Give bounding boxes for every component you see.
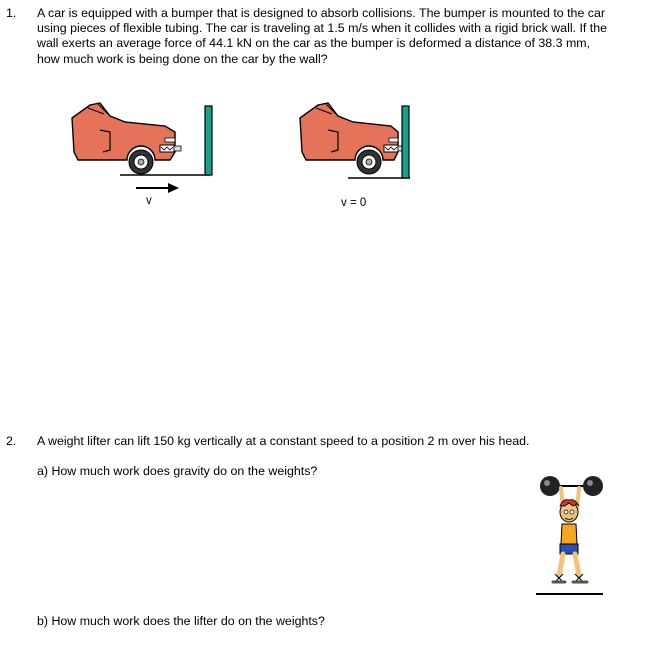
problem-2-part-b: b) How much work does the lifter do on the weights? — [37, 614, 325, 628]
car-moving — [72, 103, 181, 174]
car-stopped — [300, 103, 403, 174]
problem-2-number: 2. — [6, 434, 17, 448]
wall-left — [205, 106, 212, 175]
velocity-arrow — [135, 182, 180, 194]
barbell — [540, 476, 603, 496]
weight-lifter-figure — [533, 470, 608, 602]
car-stopped-figure — [298, 100, 418, 185]
problem-2-part-a: a) How much work does gravity do on the weights? — [37, 464, 318, 478]
problem-1-number: 1. — [6, 6, 17, 20]
wall-right — [402, 106, 409, 178]
problem-1-text: A car is equipped with a bumper that is designed to absorb collisions. The bumper is mounted to the car using pieces of flexible tubing. The car is traveling at 1.5 m/s when it collides with a rigid brick wall. If the wall exerts an average force of 44.1 kN on the car as the bumper is deformed a distance of 38.3 mm, how much work is being done on the car by the wall? — [37, 6, 608, 66]
car-moving-figure — [70, 100, 220, 185]
velocity-zero-label: v = 0 — [341, 197, 367, 209]
lifter — [553, 488, 587, 582]
velocity-label: v — [146, 195, 152, 207]
problem-2-text: A weight lifter can lift 150 kg vertically at a constant speed to a position 2 m over his head. — [37, 434, 530, 448]
